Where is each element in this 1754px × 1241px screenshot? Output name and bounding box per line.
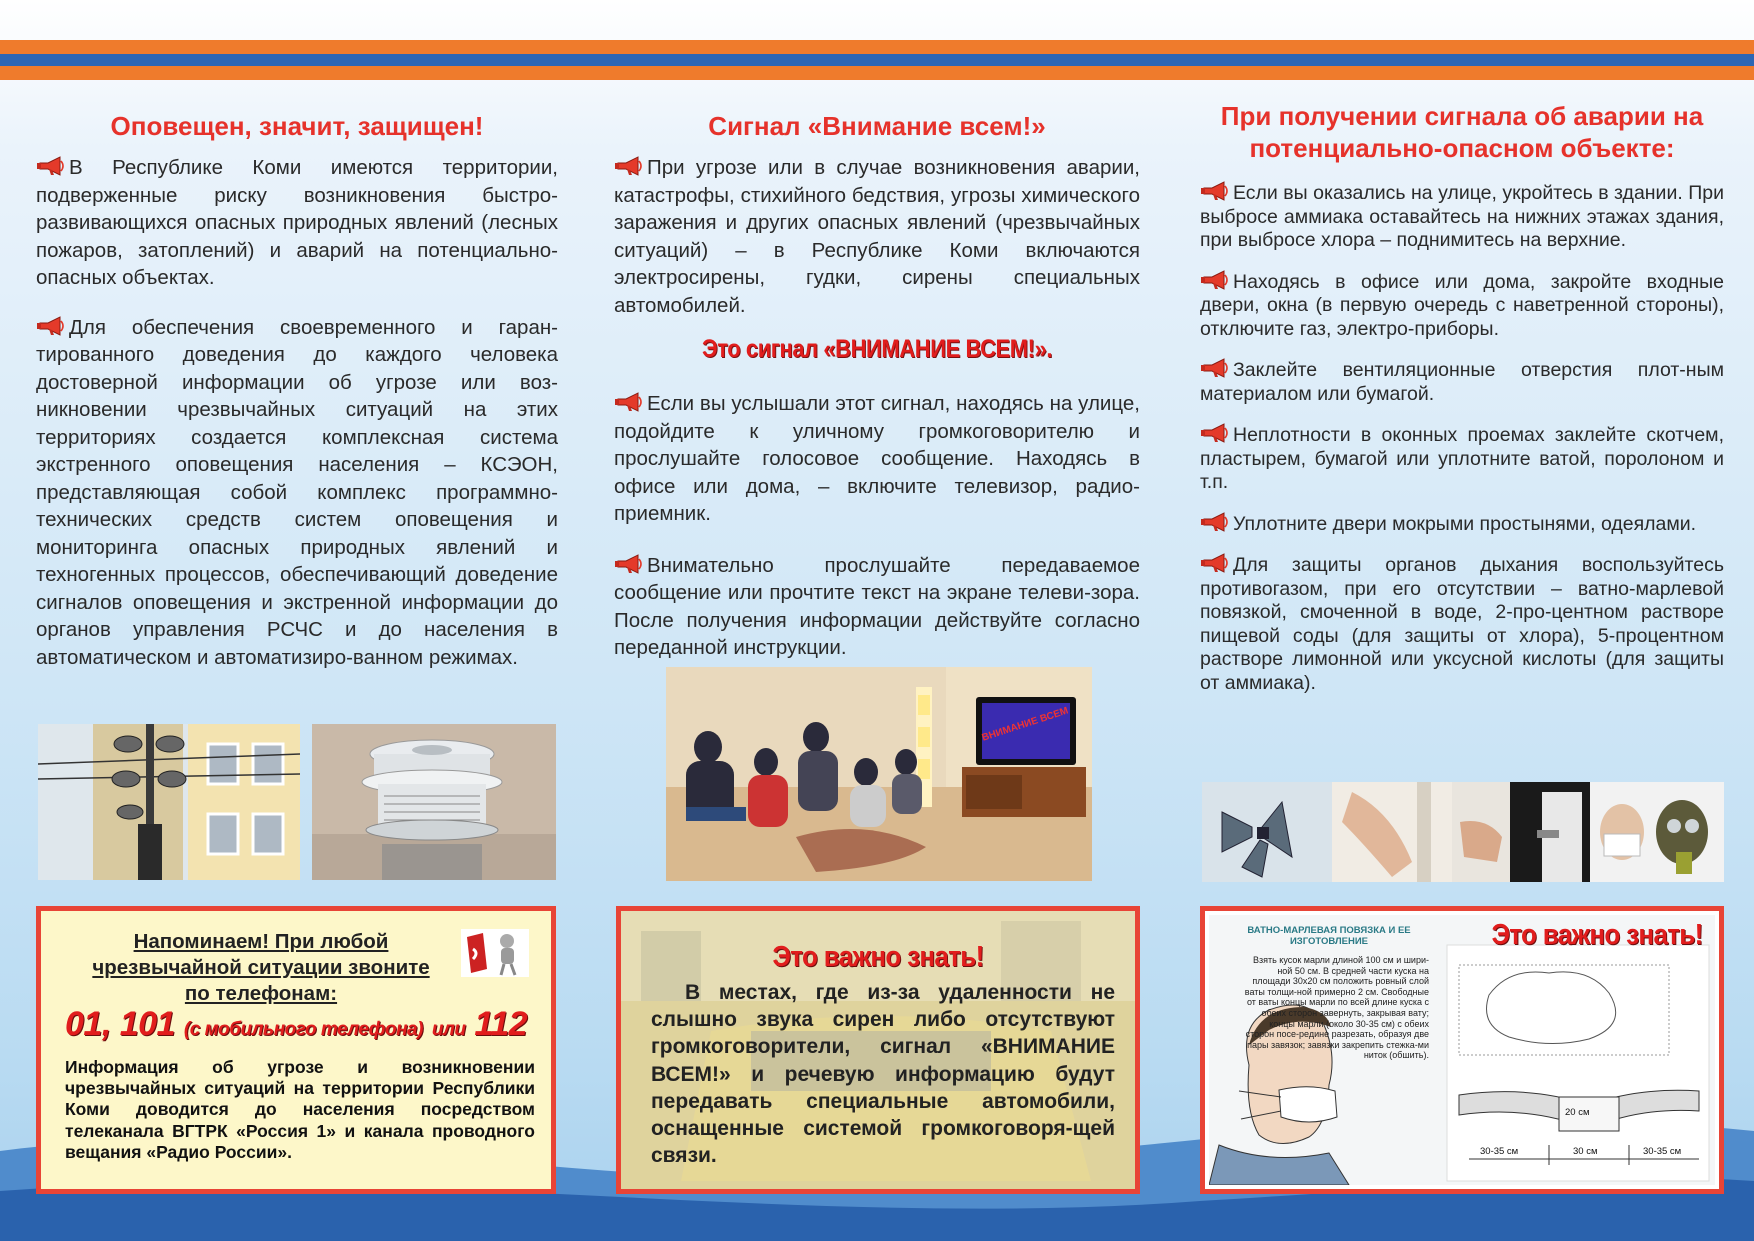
siren-pole-photo xyxy=(38,724,300,880)
blue-stripe xyxy=(0,54,1754,66)
diagram-text: Взять кусок марли длиной 100 см и шири-ной 50 см. В средней части куска на площади 30х20 см положить ровный слой ваты толщи-ной примерно 2 см. Свободные от ваты концы марли по всей длине куска с обеих сторон завернуть, закрывая вату; концы марли (около 30-35 см) с обеих сторон посе-редине разрезать, образуя две пары завязок; завязки закрепить стежка-ми ниток (обшить). xyxy=(1244,955,1429,1061)
column-1 xyxy=(36,100,558,671)
phone-person-icon xyxy=(461,929,529,977)
paragraph xyxy=(36,314,558,672)
column-1-title: Оповещен, значит, защищен! xyxy=(110,111,484,141)
instruction-text: Уплотните двери мокрыми простынями, одеялами. xyxy=(1233,512,1697,535)
dimension-center: 20 см xyxy=(1565,1107,1590,1118)
instruction-item xyxy=(1200,357,1724,406)
megaphone-icon xyxy=(614,553,644,575)
megaphone-icon xyxy=(36,315,66,337)
paragraph xyxy=(614,390,1140,528)
dimension-right: 30-35 см xyxy=(1643,1146,1682,1157)
megaphone-icon xyxy=(614,155,644,177)
megaphone-icon xyxy=(614,391,644,413)
orange-stripe-top xyxy=(0,40,1754,54)
diagram-title: ВАТНО-МАРЛЕВАЯ ПОВЯЗКА И ЕЕ ИЗГОТОВЛЕНИЕ xyxy=(1247,925,1411,947)
reminder-heading: Напоминаем! При любой чрезвычайной ситуации звоните по телефонам: xyxy=(92,930,430,1005)
column-2-title: Сигнал «Внимание всем!» xyxy=(708,111,1046,141)
important-title: Это важно знать! xyxy=(772,941,984,973)
instruction-text: Для защиты органов дыхания воспользуйтесь противогазом, при его отсутствии – ватно-марлевой повязкой, смоченной в воде, 2-про-центном растворе пищевой соды (для защиты от хлора), 5-процентном растворе лимонной или уксусной кислоты (для защиты от аммиака). xyxy=(1200,554,1724,694)
dimension-left: 30-35 см xyxy=(1480,1146,1519,1157)
important-box-right xyxy=(1200,906,1724,1194)
paragraph xyxy=(614,154,1140,319)
protective-measures-photos xyxy=(1202,782,1724,882)
instruction-text: Заклейте вентиляционные отверстия плот-ным материалом или бумагой. xyxy=(1200,359,1724,405)
instruction-text: Находясь в офисе или дома, закройте входные двери, окна (в первую очередь с наветренной стороны), отключите газ, электро-приборы. xyxy=(1200,270,1724,340)
instruction-item xyxy=(1200,422,1724,495)
paragraph-text: При угрозе или в случае возникновения аварии, катастрофы, стихийного бедствия, угрозы химического заражения и других опасных явлений (чрезвычайных ситуаций) – в Республике Коми включаются электросирены, гудки, сирены специальных автомобилей. xyxy=(614,156,1140,317)
paragraph-text: В Республике Коми имеются территории, подверженные риску возникновения быстро-развивающихся опасных природных явлений (лесных пожаров, затоплений) и аварий на потенциально-опасных объектах. xyxy=(36,156,558,289)
paragraph xyxy=(614,552,1140,662)
megaphone-icon xyxy=(1200,422,1230,444)
instruction-item xyxy=(1200,180,1724,253)
dimension-mid: 30 см xyxy=(1573,1146,1598,1157)
important-title-right: Это важно знать! xyxy=(1491,919,1703,951)
paragraph-text: Внимательно прослушайте передаваемое сообщение или прочтите текст на экране телеви-зора. После получения информации действуйте согласно переданной инструкции. xyxy=(614,553,1140,659)
instruction-item xyxy=(1200,552,1724,695)
signal-heading: Это сигнал «ВНИМАНИЕ ВСЕМ!». xyxy=(701,335,1053,363)
megaphone-icon xyxy=(1200,552,1230,574)
instruction-text: Если вы оказались на улице, укройтесь в здании. При выбросе аммиака оставайтесь на нижних этажах здания, при выбросе хлора – поднимитесь на верхние. xyxy=(1200,182,1724,251)
instruction-item xyxy=(1200,269,1724,342)
instruction-item xyxy=(1200,511,1724,537)
important-box-center xyxy=(616,906,1140,1194)
megaphone-icon xyxy=(1200,180,1230,202)
instructions-list xyxy=(1200,180,1724,695)
phone-112: 112 xyxy=(474,1005,528,1043)
reminder-box xyxy=(36,906,556,1194)
orange-stripe-bottom xyxy=(0,66,1754,80)
paragraph xyxy=(36,154,558,292)
phone-numbers: 01, 101 xyxy=(65,1005,175,1043)
megaphone-icon xyxy=(1200,269,1230,291)
instruction-text: Неплотности в оконных проемах заклейте скотчем, пластырем, бумагой или уплотните ватой, поролоном и т.п. xyxy=(1200,424,1724,493)
phone-or: или xyxy=(431,1019,466,1040)
column-3 xyxy=(1200,100,1724,711)
important-text: В местах, где из-за удаленности не слышно звука сирен либо отсутствуют громкоговорители, сигнал «ВНИМАНИЕ ВСЕМ!» и речевую информацию будут передавать специальные автомобили, оснащенные системой громкоговоря-щей связи. xyxy=(651,981,1115,1168)
info-text: Информация об угрозе и возникновении чрезвычайных ситуаций на территории Республики Коми доводится до населения посредством телеканала ВГТРК «Россия 1» и канала проводного вещания «Радио России». xyxy=(65,1057,535,1162)
megaphone-icon xyxy=(1200,511,1230,533)
column-3-title: При получении сигнала об аварии на потенциально-опасном объекте: xyxy=(1220,101,1704,163)
megaphone-icon xyxy=(1200,357,1230,379)
megaphone-icon xyxy=(36,155,66,177)
paragraph-text: Если вы услышали этот сигнал, находясь на улице, подойдите к уличному громкоговорителю и прослушайте голосовое сообщение. Находясь в офисе или дома, – включите телевизор, радио-приемник. xyxy=(614,392,1140,525)
electric-siren-photo xyxy=(312,724,556,880)
paragraph-text: Для обеспечения своевременного и гаран-тированного доведения до каждого человека достоверной информации об угрозе или воз-никновении чрезвычайных ситуаций на этих территориях создается комплексная система экстренного оповещения населения – КСЭОН, представляющая собой комплекс программно-технических средств систем оповещения и мониторинга опасных природных явлений и техногенных процессов, обеспечивающий доведение сигналов оповещения и экстренной информации до органов управления РСЧС и до населения в автоматическом и автоматизиро-ванном режимах. xyxy=(36,315,558,669)
emergency-phones xyxy=(65,1005,527,1044)
tv-screen-text: ВНИМАНИЕ ВСЕМ xyxy=(980,705,1070,744)
family-watching-tv-photo xyxy=(666,667,1092,881)
phone-note: (с мобильного телефона) xyxy=(183,1019,423,1040)
column-2 xyxy=(614,100,1140,662)
